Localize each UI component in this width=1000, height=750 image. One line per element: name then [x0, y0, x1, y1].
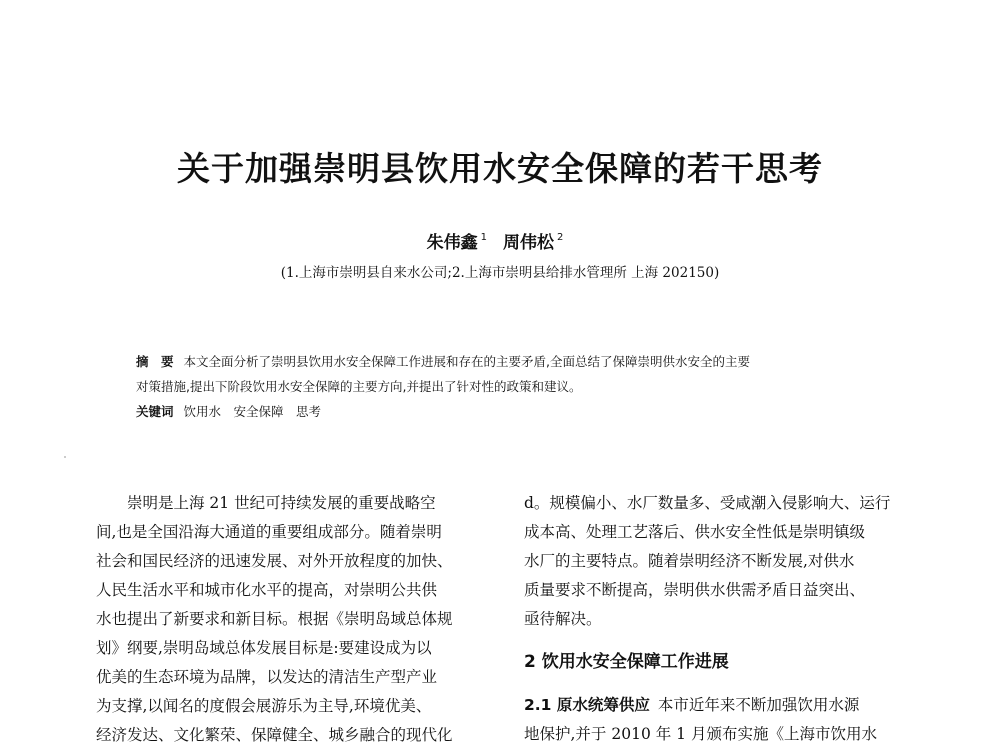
left-column: [96, 489, 496, 750]
subsection-heading: 2.1 原水统筹供应: [524, 696, 650, 714]
subsection-text: 本市近年来不断加强饮用水源: [657, 696, 860, 714]
keywords-text: 饮用水 安全保障 思考: [183, 404, 322, 419]
body-line: 质量要求不断提高，崇明供水供需矛盾日益突出、: [524, 581, 866, 599]
body-line: 间,也是全国沿海大通道的重要组成部分。随着崇明: [96, 523, 442, 541]
body-line: 亟待解决。: [524, 610, 602, 628]
keywords-label: 关键词: [136, 404, 174, 419]
body-line: 崇明是上海 21 世纪可持续发展的重要战略空: [96, 494, 436, 512]
affiliation: (1.上海市崇明县自来水公司;2.上海市崇明县给排水管理所 上海 202150): [280, 265, 720, 281]
author-list: [0, 228, 1000, 253]
body-line: 水厂的主要特点。随着崇明经济不断发展,对供水: [524, 552, 855, 570]
author-name: 周伟松: [502, 233, 554, 253]
page-title: 关于加强崇明县饮用水安全保障的若干思考: [177, 149, 823, 188]
body-line: d。规模偏小、水厂数量多、受咸潮入侵影响大、运行: [524, 494, 891, 512]
body-line: 社会和国民经济的迅速发展、对外开放程度的加快、: [96, 552, 453, 570]
body-line: 地保护,并于 2010 年 1 月颁布实施《上海市饮用水: [524, 725, 877, 743]
right-column: [524, 489, 924, 749]
abstract-line-2: 对策措施,提出下阶段饮用水安全保障的主要方向,并提出了针对性的政策和建议。: [136, 379, 582, 394]
abstract-line-1: [136, 349, 896, 374]
author-affiliation-mark: 1: [480, 232, 488, 243]
body-line: 水也提出了新要求和新目标。根据《崇明岛域总体规: [96, 610, 453, 628]
section-heading: 2 饮用水安全保障工作进展: [524, 652, 729, 672]
abstract-block: [136, 349, 896, 424]
abstract-text: 本文全面分析了崇明县饮用水安全保障工作进展和存在的主要矛盾,全面总结了保障崇明供水安全的主要: [183, 354, 750, 369]
body-line: 人民生活水平和城市化水平的提高，对崇明公共供: [96, 581, 438, 599]
body-line: 经济发达、文化繁荣、保障健全、城乡融合的现代化: [96, 726, 453, 744]
author-affiliation-mark: 2: [556, 232, 564, 243]
subsection-line: [524, 691, 924, 720]
body-line: 优美的生态环境为品牌，以发达的清洁生产型产业: [96, 668, 438, 686]
keywords-line: [136, 399, 896, 424]
scan-speck: [64, 456, 66, 458]
abstract-label: 摘 要: [136, 354, 174, 369]
body-line: 为支撑,以闻名的度假会展游乐为主导,环境优美、: [96, 697, 432, 715]
body-line: 成本高、处理工艺落后、供水安全性低是崇明镇级: [524, 523, 866, 541]
body-line: 划》纲要,崇明岛域总体发展目标是:要建设成为以: [96, 639, 432, 657]
author-name: 朱伟鑫: [426, 233, 478, 253]
